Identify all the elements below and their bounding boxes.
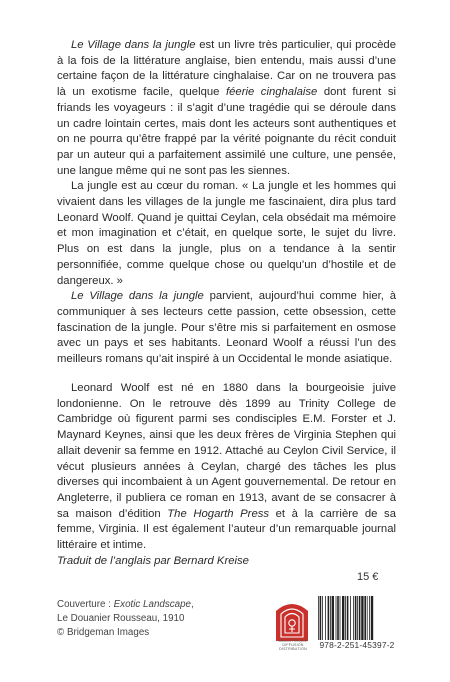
author-bio-paragraph: Leonard Woolf est né en 1880 dans la bourgeoisie juive londonienne. On le retrouve dès 1899 au Trinity College de Cambridge où figurent parmi ses condisciples E.M. Forster et J. Maynard Keynes, ainsi que les deux frères de Virginia Stephen qui allait devenir sa femme en 1912. Attaché au Ceylon Civil Service, il vécut plusieurs années à Ceylan, chargé des tâches les plus diverses qui incombaient à un Agent gouvernemental. De retour en Angleterre, il publiera ce roman en 1913, avant de se consacrer à sa maison d’édition The Hogarth Press et à la carrière de sa femme, Virginia. Il est également l’auteur d’un remarquable journal littéraire et intime. <box>57 382 396 552</box>
translator-credit: Traduit de l’anglais par Bernard Kreise <box>57 555 249 567</box>
barcode-bar <box>364 596 366 640</box>
barcode-bar <box>320 596 322 640</box>
description-paragraph-2: La jungle est au cœur du roman. « La jungle et les hommes qui vivaient dans les villages de la jungle me fascinaient, dira plus tard Leonard Woolf. Quand je quittai Ceylan, cela obsédait ma mémoire et mon imagination et c’était, en quelque sorte, le sujet du livre. Plus on est dans la jungle, plus on a tendance à la sentir personnifiée, comme quelque chose ou quelqu’un d’hostile et de dangereux. » <box>57 180 396 287</box>
barcode-bar <box>350 596 351 640</box>
book-title: Le Village dans la jungle <box>71 290 204 303</box>
logo-caption: BIBLIOTHÈQUE DIFFUSION DISTRIBUTION <box>278 639 308 651</box>
barcode-bar <box>342 596 344 640</box>
author-bio <box>57 381 396 554</box>
barcode-bar <box>332 596 334 640</box>
barcode-bar <box>357 596 358 640</box>
barcode-bar <box>318 596 319 640</box>
barcode-bar <box>371 596 373 640</box>
barcode-bar <box>336 596 337 640</box>
barcode-bar <box>337 596 339 640</box>
barcode-bar <box>359 596 361 640</box>
barcode-bar <box>330 596 331 640</box>
barcode-bar <box>347 596 349 640</box>
description-paragraph-1: Le Village dans la jungle est un livre très particulier, qui procède à la fois de la littérature anglaise, bien entendu, mais aussi d’une certaine façon de la littérature cinghalaise. Car on ne trouvera pas là un exotisme facile, quelque féerie cinghalaise dont furent si friands les voyageurs : il s’agit d’une tragédie qui se déroule dans un cadre lointain certes, mais dont les acteurs sont authentiques et on ne pourra qu’être frappé par la vérité poignante du récit conduit par un auteur qui a parfaitement assimilé une culture, une pensée, une langue même qui ne sont pas les siennes. <box>57 39 396 177</box>
isbn: 978-2-251-45397-2 <box>319 640 395 650</box>
barcode-bar <box>328 596 330 640</box>
cover-credit: Couverture : Exotic Landscape, Le Douanier Rousseau, 1910 © Bridgeman Images <box>57 599 194 639</box>
barcode-bar <box>355 596 357 640</box>
barcode-bar <box>353 596 354 640</box>
description-block <box>57 38 396 368</box>
barcode-bar <box>361 596 363 640</box>
barcode-bar <box>325 596 326 640</box>
book-title: Le Village dans la jungle <box>71 39 196 51</box>
barcode-bar <box>322 596 323 640</box>
barcode-bar <box>340 596 341 640</box>
barcode-bar <box>369 596 370 640</box>
barcode-bar <box>367 596 368 640</box>
barcode <box>316 596 396 640</box>
barcode-bar <box>345 596 346 640</box>
description-paragraph-3: Le Village dans la jungle parvient, aujourd’hui comme hier, à communiquer à ses lecteurs cette passion, cette obsession, cette fascination de la jungle. Pour s’être mis si parfaitement en osmose avec un pays et ses habitants. Leonard Woolf a réussi l’un des meilleurs romans qu’ait inspiré à un Occidental le monde asiatique. <box>57 290 396 366</box>
price: 15 € <box>357 571 379 583</box>
